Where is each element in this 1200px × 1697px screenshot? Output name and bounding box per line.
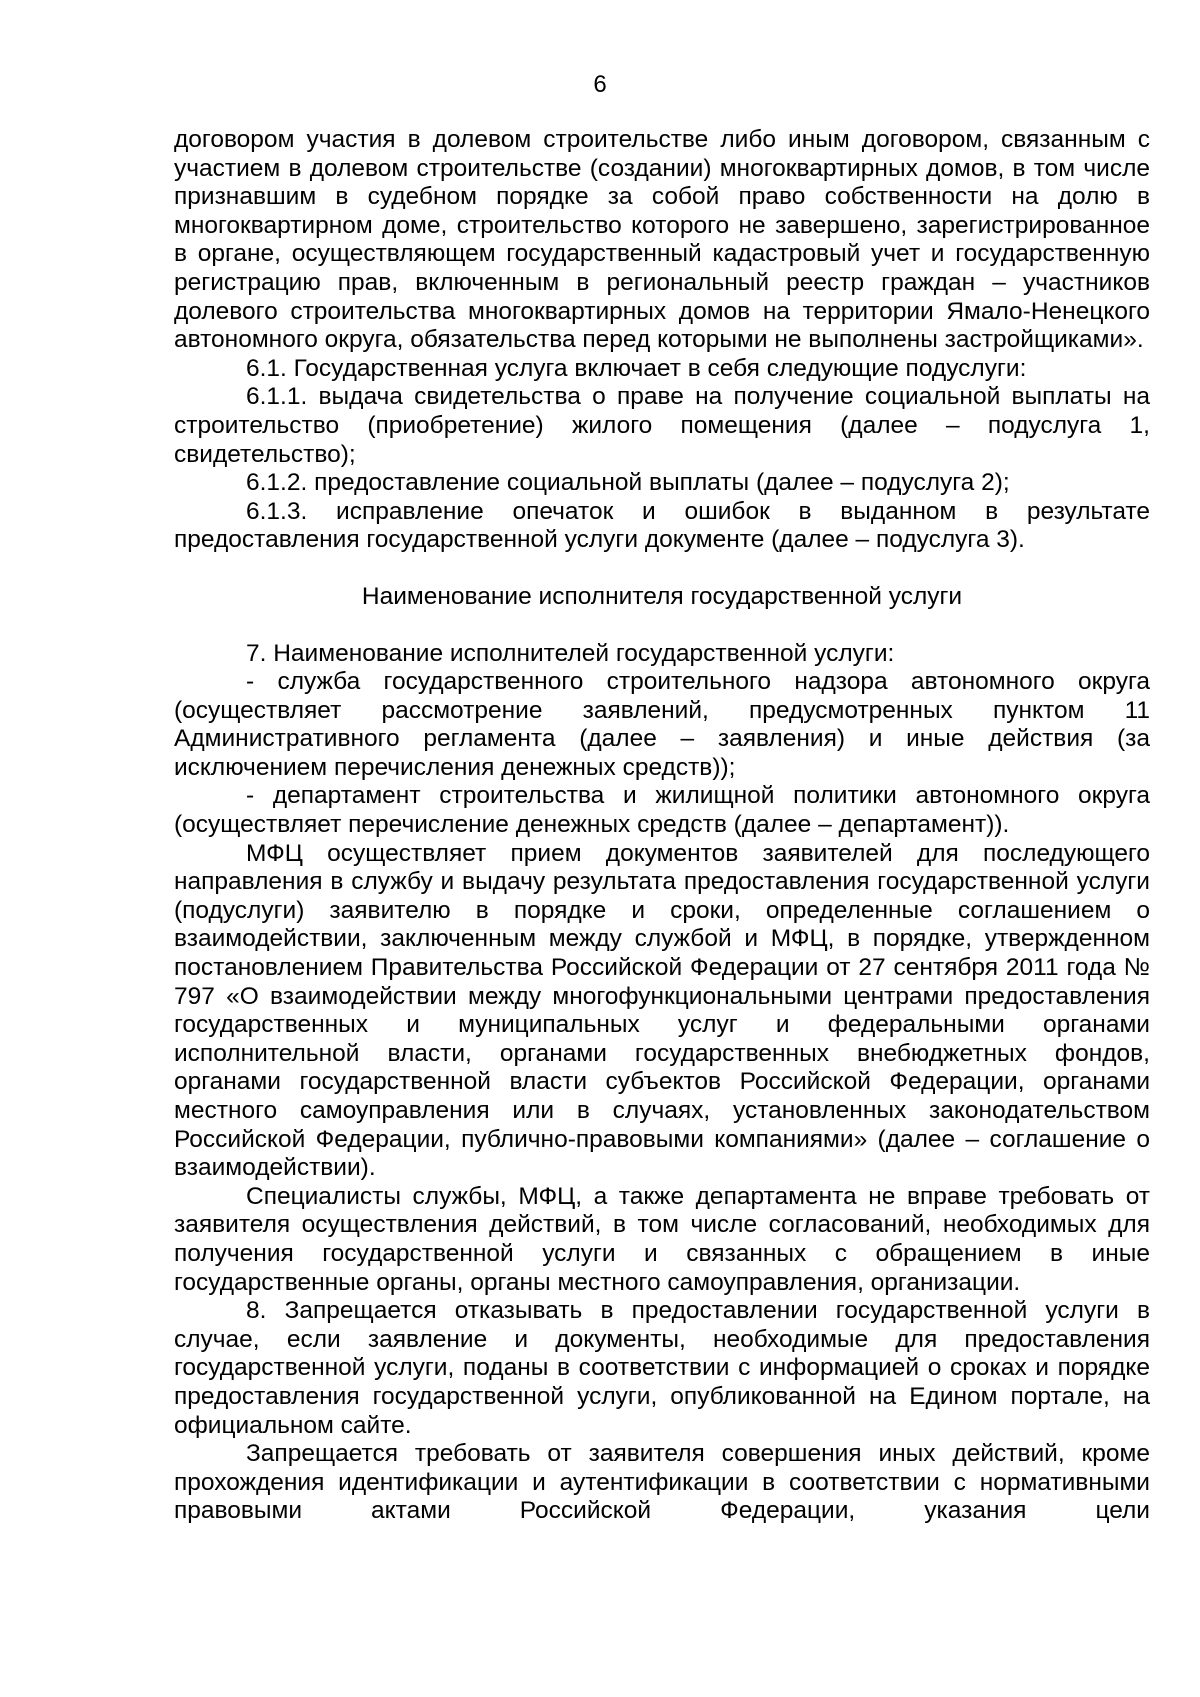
paragraph-prohibit: Запрещается требовать от заявителя совершения иных действий, кроме прохождения идентификации и аутентификации в соответствии с нормативными правовыми актами Российской Федерации, указания цели — [174, 1440, 1150, 1525]
paragraph-intro: договором участия в долевом строительстве либо иным договором, связанным с участием в долевом строительстве (создании) многоквартирных домов, в том числе признавшим в судебном порядке за собой право собственности на долю в многоквартирном доме, строительство которого не завершено, зарегистрированное в органе, осуществляющем государственный кадастровый учет и государственную регистрацию прав, включенным в региональный реестр граждан – участников долевого строительства многоквартирных домов на территории Ямало-Ненецкого автономного округа, обязательства перед которыми не выполнены застройщиками». — [174, 126, 1150, 354]
paragraph-6-1-1: 6.1.1. выдача свидетельства о праве на получение социальной выплаты на строительство (приобретение) жилого помещения (далее – подуслуга 1, свидетельство); — [174, 383, 1150, 468]
paragraph-7-item-department: - департамент строительства и жилищной политики автономного округа (осуществляет перечисление денежных средств (далее – департамент)). — [174, 782, 1150, 839]
paragraph-6-1: 6.1. Государственная услуга включает в себя следующие подуслуги: — [246, 354, 1027, 382]
document-body — [174, 126, 1150, 1526]
paragraph-7: 7. Наименование исполнителей государственной услуги: — [246, 639, 895, 667]
paragraph-specialists: Специалисты службы, МФЦ, а также департамента не вправе требовать от заявителя осуществления действий, в том числе согласований, необходимых для получения государственной услуги и связанных с обращением в иные государственные органы, органы местного самоуправления, организации. — [174, 1182, 1150, 1296]
paragraph-6-1-3: 6.1.3. исправление опечаток и ошибок в выданном в результате предоставления государственной услуги документе (далее – подуслуга 3). — [174, 497, 1150, 554]
page-number: 6 — [593, 71, 607, 98]
paragraph-6-1-2: 6.1.2. предоставление социальной выплаты (далее – подуслуга 2); — [246, 469, 1010, 497]
section-title: Наименование исполнителя государственной услуги — [361, 582, 963, 610]
paragraph-7-item-service: - служба государственного строительного надзора автономного округа (осуществляет рассмотрение заявлений, предусмотренных пунктом 11 Административного регламента (далее – заявления) и иные действия (за исключением перечисления денежных средств)); — [174, 668, 1150, 781]
paragraph-mfc: МФЦ осуществляет прием документов заявителей для последующего направления в службу и выдачу результата предоставления государственной услуги (подуслуги) заявителю в порядке и сроки, определенные соглашением о взаимодействии, заключенным между службой и МФЦ, в порядке, утвержденном постановлением Правительства Российской Федерации от 27 сентября 2011 года № 797 «О взаимодействии между многофункциональными центрами предоставления государственных и муниципальных услуг и федеральными органами исполнительной власти, органами государственных внебюджетных фондов, органами государственной власти субъектов Российской Федерации, органами местного самоуправления или в случаях, установленных законодательством Российской Федерации, публично-правовыми компаниями» (далее – соглашение о взаимодействии). — [174, 839, 1150, 1182]
paragraph-8: 8. Запрещается отказывать в предоставлении государственной услуги в случае, если заявление и документы, необходимые для предоставления государственной услуги, поданы в соответствии с информацией о сроках и порядке предоставления государственной услуги, опубликованной на Едином портале, на официальном сайте. — [174, 1297, 1150, 1439]
